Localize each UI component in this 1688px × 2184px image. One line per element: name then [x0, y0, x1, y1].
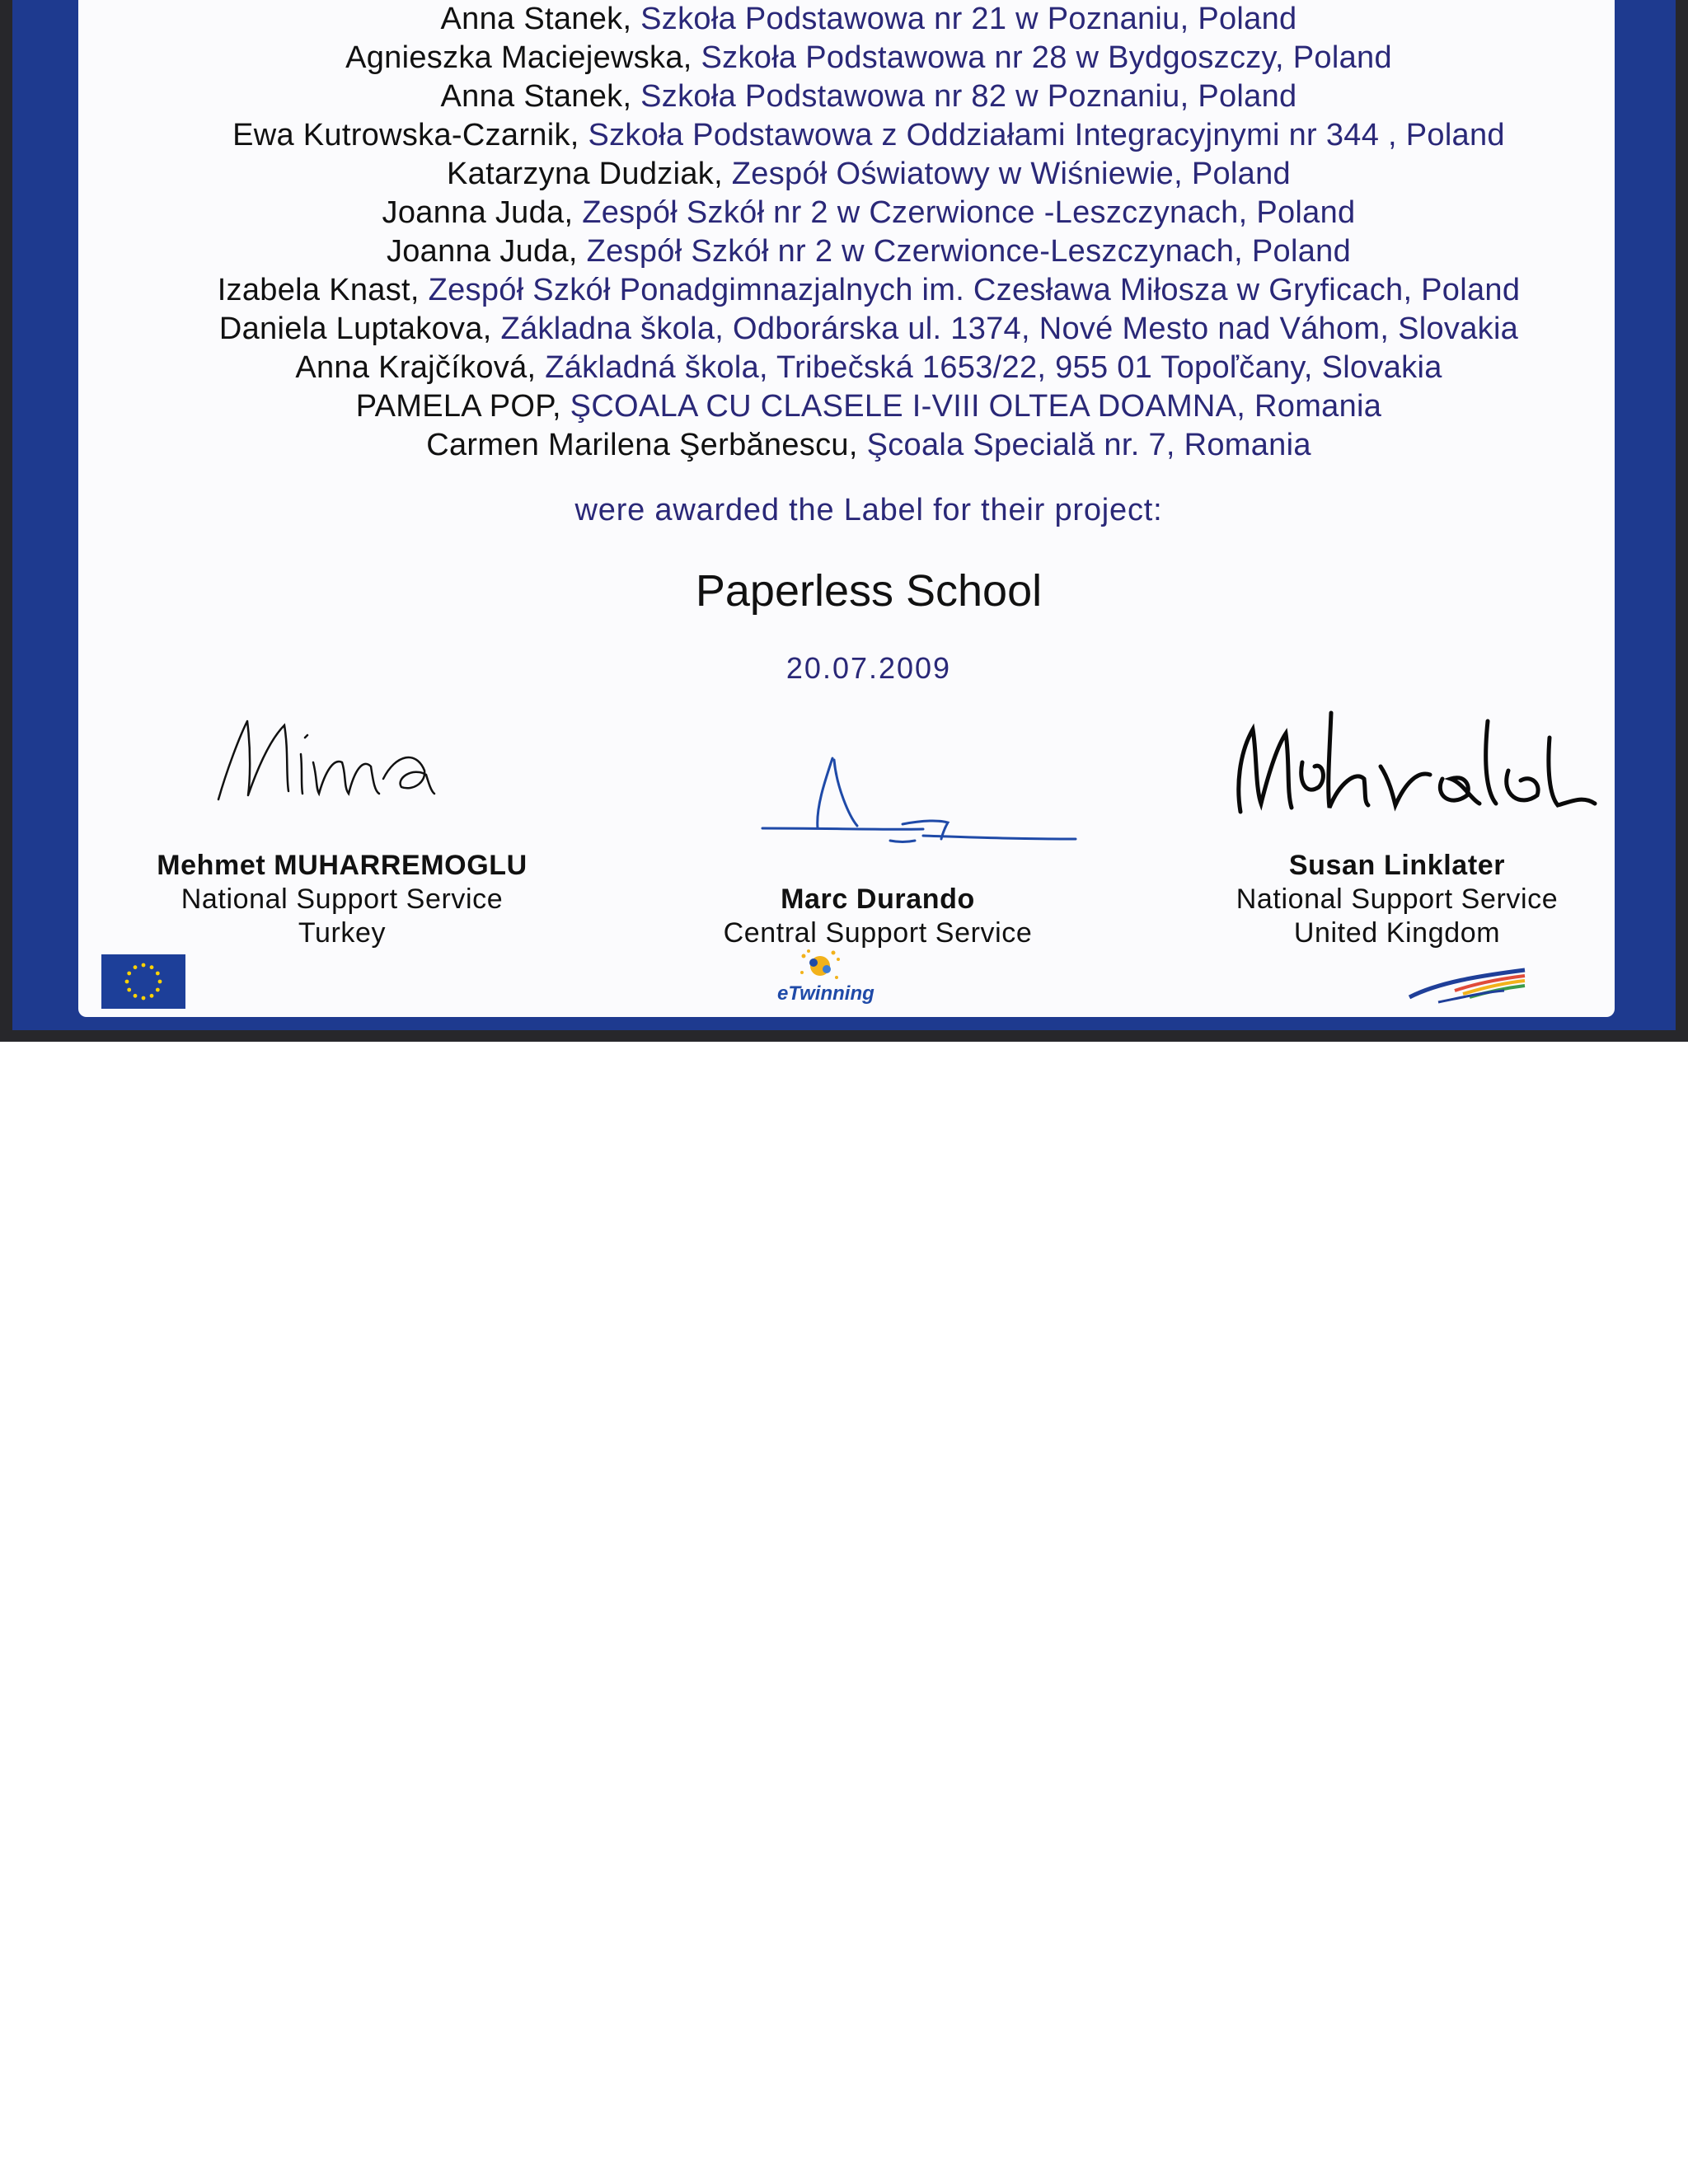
project-title: Paperless School: [695, 566, 1043, 616]
award-statement: were awarded the Label for their project:: [574, 493, 1163, 527]
participant-line: Anna Stanek, Szkoła Podstawowa nr 82 w Poznaniu, Poland: [440, 79, 1297, 114]
signature-susan: [1224, 705, 1661, 828]
signer-center: [647, 883, 1109, 950]
participant-line: Joanna Juda, Zespół Szkół nr 2 w Czerwionce -Leszczynach, Poland: [382, 195, 1356, 230]
lifelong-learning-logo-icon: [1405, 966, 1529, 1007]
signer-left: [111, 849, 573, 950]
signer-name: Susan Linklater: [1288, 850, 1506, 881]
signer-right: [1166, 849, 1628, 950]
eu-flag-icon: [101, 954, 185, 1009]
etwinning-logo: [762, 948, 878, 1014]
signer-role: Central Support Service: [723, 917, 1033, 949]
signer-role: National Support Service: [1236, 883, 1559, 915]
signature-marc: [758, 750, 1088, 857]
participant-line: Izabela Knast, Zespół Szkół Ponadgimnazjalnych im. Czesława Miłosza w Gryficach, Poland: [217, 273, 1521, 307]
participant-line: Anna Stanek, Szkoła Podstawowa nr 21 w Poznaniu, Poland: [440, 2, 1297, 36]
participant-line: Joanna Juda, Zespół Szkół nr 2 w Czerwionce-Leszczynach, Poland: [386, 234, 1352, 269]
etwinning-logo-text: eTwinning: [777, 982, 874, 1005]
participant-line: Ewa Kutrowska-Czarnik, Szkoła Podstawowa z Oddziałami Integracyjnymi nr 344 , Poland: [232, 118, 1505, 152]
participant-line: Katarzyna Dudziak, Zespół Oświatowy w Wiśniewie, Poland: [447, 157, 1291, 191]
participant-line: Daniela Luptakova, Základna škola, Odborárska ul. 1374, Nové Mesto nad Váhom, Slovakia: [218, 312, 1519, 346]
signer-name: Mehmet MUHARREMOGLU: [157, 850, 528, 881]
signature-mehmet: [210, 705, 573, 820]
certificate-frame: [0, 0, 1688, 1042]
participant-line: Agnieszka Maciejewska, Szkoła Podstawowa nr 28 w Bydgoszczy, Poland: [345, 40, 1392, 75]
participant-line: Anna Krajčíková, Základná škola, Tribečská 1653/22, 955 01 Topoľčany, Slovakia: [295, 350, 1442, 385]
participant-line: Carmen Marilena Şerbănescu, Şcoala Specială nr. 7, Romania: [426, 428, 1311, 462]
participant-line: PAMELA POP, ŞCOALA CU CLASELE I-VIII OLTEA DOAMNA, Romania: [355, 389, 1382, 424]
signer-name: Marc Durando: [781, 883, 975, 915]
signer-role: National Support Service: [181, 883, 504, 915]
award-date: 20.07.2009: [785, 651, 952, 685]
signer-country: Turkey: [298, 917, 387, 949]
signer-country: United Kingdom: [1293, 917, 1501, 949]
certificate-sheet: [78, 0, 1615, 1017]
